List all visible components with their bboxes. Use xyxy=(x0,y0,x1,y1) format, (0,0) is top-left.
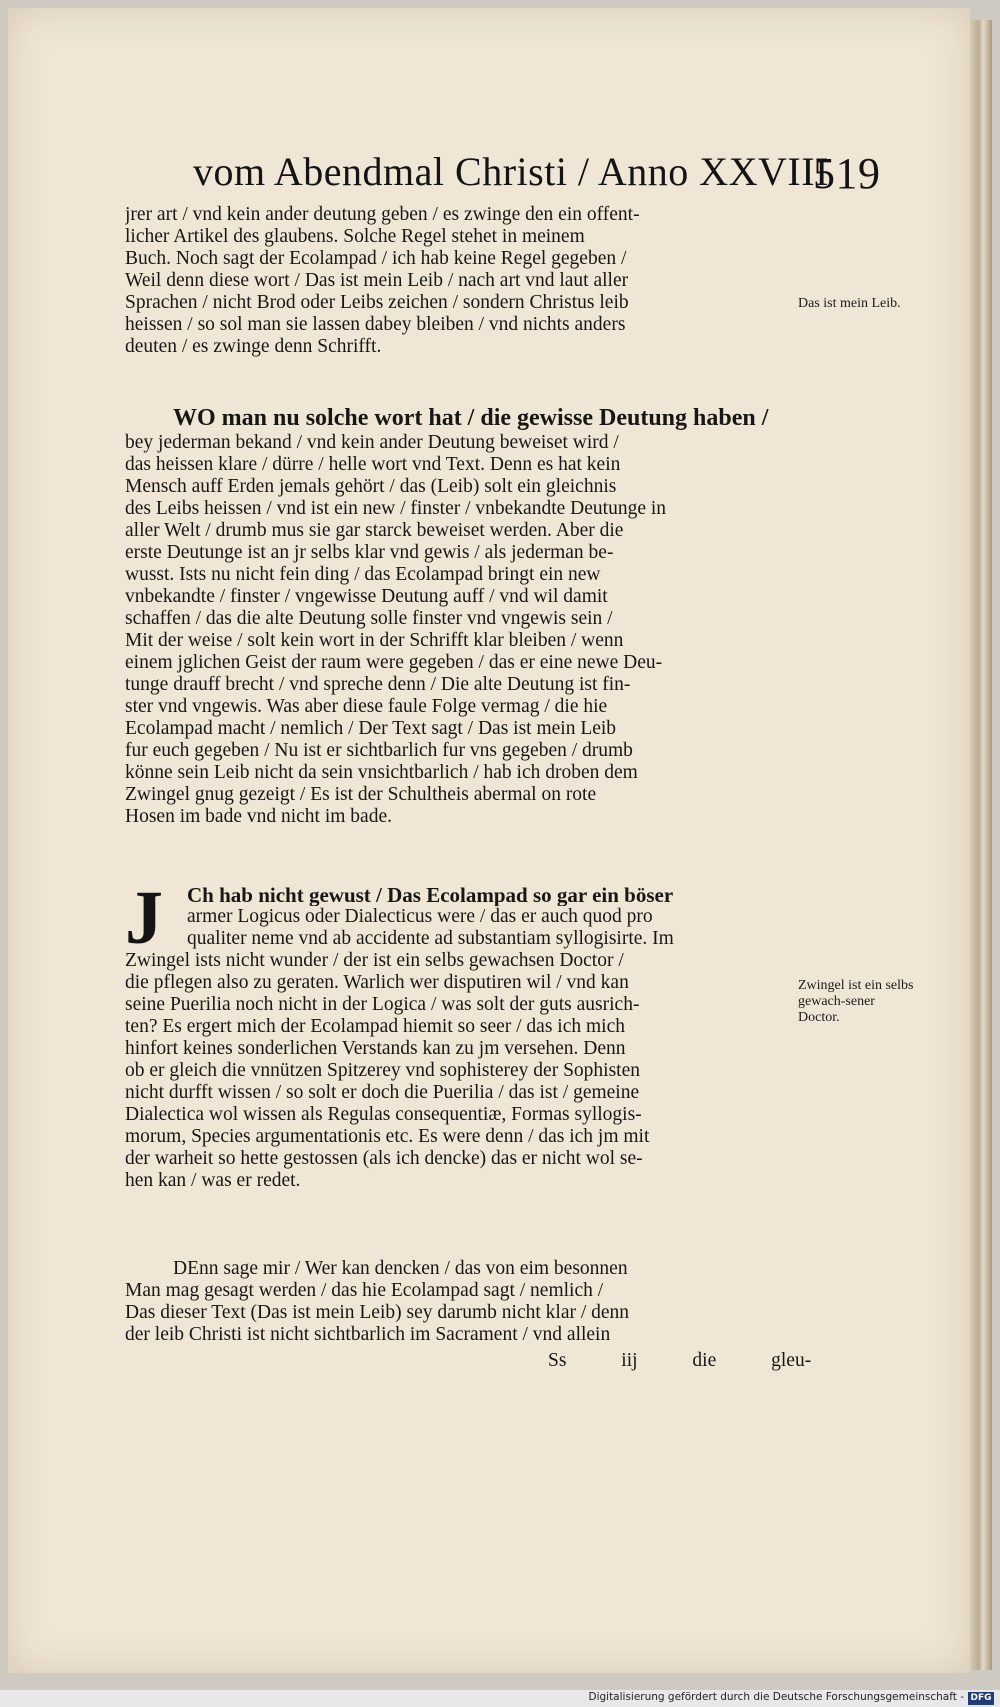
text-line: Dialectica wol wissen als Regulas consequentiæ, Formas syllogis- xyxy=(125,1104,642,1125)
paragraph-3 xyxy=(125,884,795,1192)
page-header xyxy=(193,148,881,198)
text-line: erste Deutunge ist an jr selbs klar vnd gewis / als jederman be- xyxy=(125,542,614,563)
text-line: Ecolampad macht / nemlich / Der Text sagt / Das ist mein Leib xyxy=(125,718,617,739)
text-line: hen kan / was er redet. xyxy=(125,1170,301,1191)
text-line: bey jederman bekand / vnd kein ander Deutung beweiset wird / xyxy=(125,432,619,453)
text-line: das heissen klare / dürre / helle wort vnd Text. Denn es hat kein xyxy=(125,454,621,475)
text-line: morum, Species argumentationis etc. Es were denn / das ich jm mit xyxy=(125,1126,650,1147)
text-line: ster vnd vngewis. Was aber diese faule Folge vermag / die hie xyxy=(125,696,608,717)
text-line: des Leibs heissen / vnd ist ein new / finster / vnbekandte Deutunge in xyxy=(125,498,667,519)
page-edge xyxy=(970,20,992,1670)
text-line: könne sein Leib nicht da sein vnsichtbarlich / hab ich droben dem xyxy=(125,762,638,783)
text-line: qualiter neme vnd ab accidente ad substantiam syllogisirte. Im xyxy=(187,928,674,949)
paragraph-4 xyxy=(125,1258,795,1346)
text-line: Man mag gesagt werden / das hie Ecolampad sagt / nemlich / xyxy=(125,1280,604,1301)
text-line: armer Logicus oder Dialecticus were / das er auch quod pro xyxy=(187,906,653,927)
book-page xyxy=(8,8,970,1673)
text-line: die pflegen also zu geraten. Warlich wer disputiren wil / vnd kan xyxy=(125,972,629,993)
text-line: aller Welt / drumb mus sie gar starck beweiset werden. Aber die xyxy=(125,520,624,541)
marginal-note: Das ist mein Leib. xyxy=(798,296,901,311)
text-line: Mit der weise / solt kein wort in der Schrifft klar bleiben / wenn xyxy=(125,630,624,651)
text-line: fur euch gegeben / Nu ist er sichtbarlich fur vns gegeben / drumb xyxy=(125,740,633,761)
text-line: ob er gleich die vnnützen Spitzerey vnd sophisterey der Sophisten xyxy=(125,1060,640,1081)
text-line: Zwingel ists nicht wunder / der ist ein selbs gewachsen Doctor / xyxy=(125,950,624,971)
paragraph-2 xyxy=(125,404,795,828)
text-line: seine Puerilia noch nicht in der Logica / was solt der guts ausrich- xyxy=(125,994,640,1015)
text-line: Buch. Noch sagt der Ecolampad / ich hab keine Regel gegeben / xyxy=(125,248,627,269)
text-line: deuten / es zwinge denn Schrifft. xyxy=(125,336,382,357)
text-line: DEnn sage mir / Wer kan dencken / das von eim besonnen xyxy=(173,1258,628,1279)
text-line: Zwingel gnug gezeigt / Es ist der Schultheis abermal on rote xyxy=(125,784,597,805)
paragraph-lead-line: Ch hab nicht gewust / Das Ecolampad so gar ein böser xyxy=(187,884,674,906)
text-line: nicht durfft wissen / so solt er doch die Puerilia / das ist / gemeine xyxy=(125,1082,640,1103)
text-line: der warheit so hette gestossen (als ich dencke) das er nicht wol se- xyxy=(125,1148,643,1169)
text-line: einem jglichen Geist der raum were gegeben / das er eine newe Deu- xyxy=(125,652,663,673)
text-line: licher Artikel des glaubens. Solche Regel stehet in meinem xyxy=(125,226,585,247)
paragraph-lead-line: WO man nu solche wort hat / die gewisse Deutung haben / xyxy=(173,405,769,431)
funding-credit: Digitalisierung gefördert durch die Deutsche Forschungsgemeinschaft - xyxy=(588,1691,964,1703)
text-line: Weil denn diese wort / Das ist mein Leib / nach art vnd laut aller xyxy=(125,270,629,291)
page-number: 519 xyxy=(813,149,881,198)
text-line: Sprachen / nicht Brod oder Leibs zeichen / sondern Christus leib xyxy=(125,292,629,313)
text-line: wusst. Ists nu nicht fein ding / das Ecolampad bringt ein new xyxy=(125,564,601,585)
marginal-note: Zwingel ist ein selbs gewach-sener Doctor. xyxy=(798,978,914,1025)
text-line: schaffen / das die alte Deutung solle finster vnd vngewis sein / xyxy=(125,608,613,629)
text-line: ten? Es ergert mich der Ecolampad hiemit so seer / das ich mich xyxy=(125,1016,625,1037)
text-line: jrer art / vnd kein ander deutung geben / es zwinge den ein offent- xyxy=(125,204,640,225)
catchword: Ss iij die gleu- xyxy=(548,1350,812,1371)
paragraph-1 xyxy=(125,204,795,358)
text-line: Mensch auff Erden jemals gehört / das (Leib) solt ein gleichnis xyxy=(125,476,617,497)
text-line: heissen / so sol man sie lassen dabey bleiben / vnd nichts anders xyxy=(125,314,626,335)
initial-letter: J xyxy=(125,876,163,960)
text-line: hinfort keines sonderlichen Verstands kan zu jm versehen. Denn xyxy=(125,1038,626,1059)
running-title: vom Abendmal Christi / Anno XXVIII xyxy=(193,149,829,194)
dfg-logo: DFG xyxy=(968,1692,994,1705)
text-line: Das dieser Text (Das ist mein Leib) sey darumb nicht klar / denn xyxy=(125,1302,630,1323)
text-line: tunge drauff brecht / vnd spreche denn / Die alte Deutung ist fin- xyxy=(125,674,631,695)
text-line: Hosen im bade vnd nicht im bade. xyxy=(125,806,392,827)
text-line: der leib Christi ist nicht sichtbarlich im Sacrament / vnd allein xyxy=(125,1324,611,1345)
text-line: vnbekandte / finster / vngewisse Deutung auff / vnd wil damit xyxy=(125,586,608,607)
